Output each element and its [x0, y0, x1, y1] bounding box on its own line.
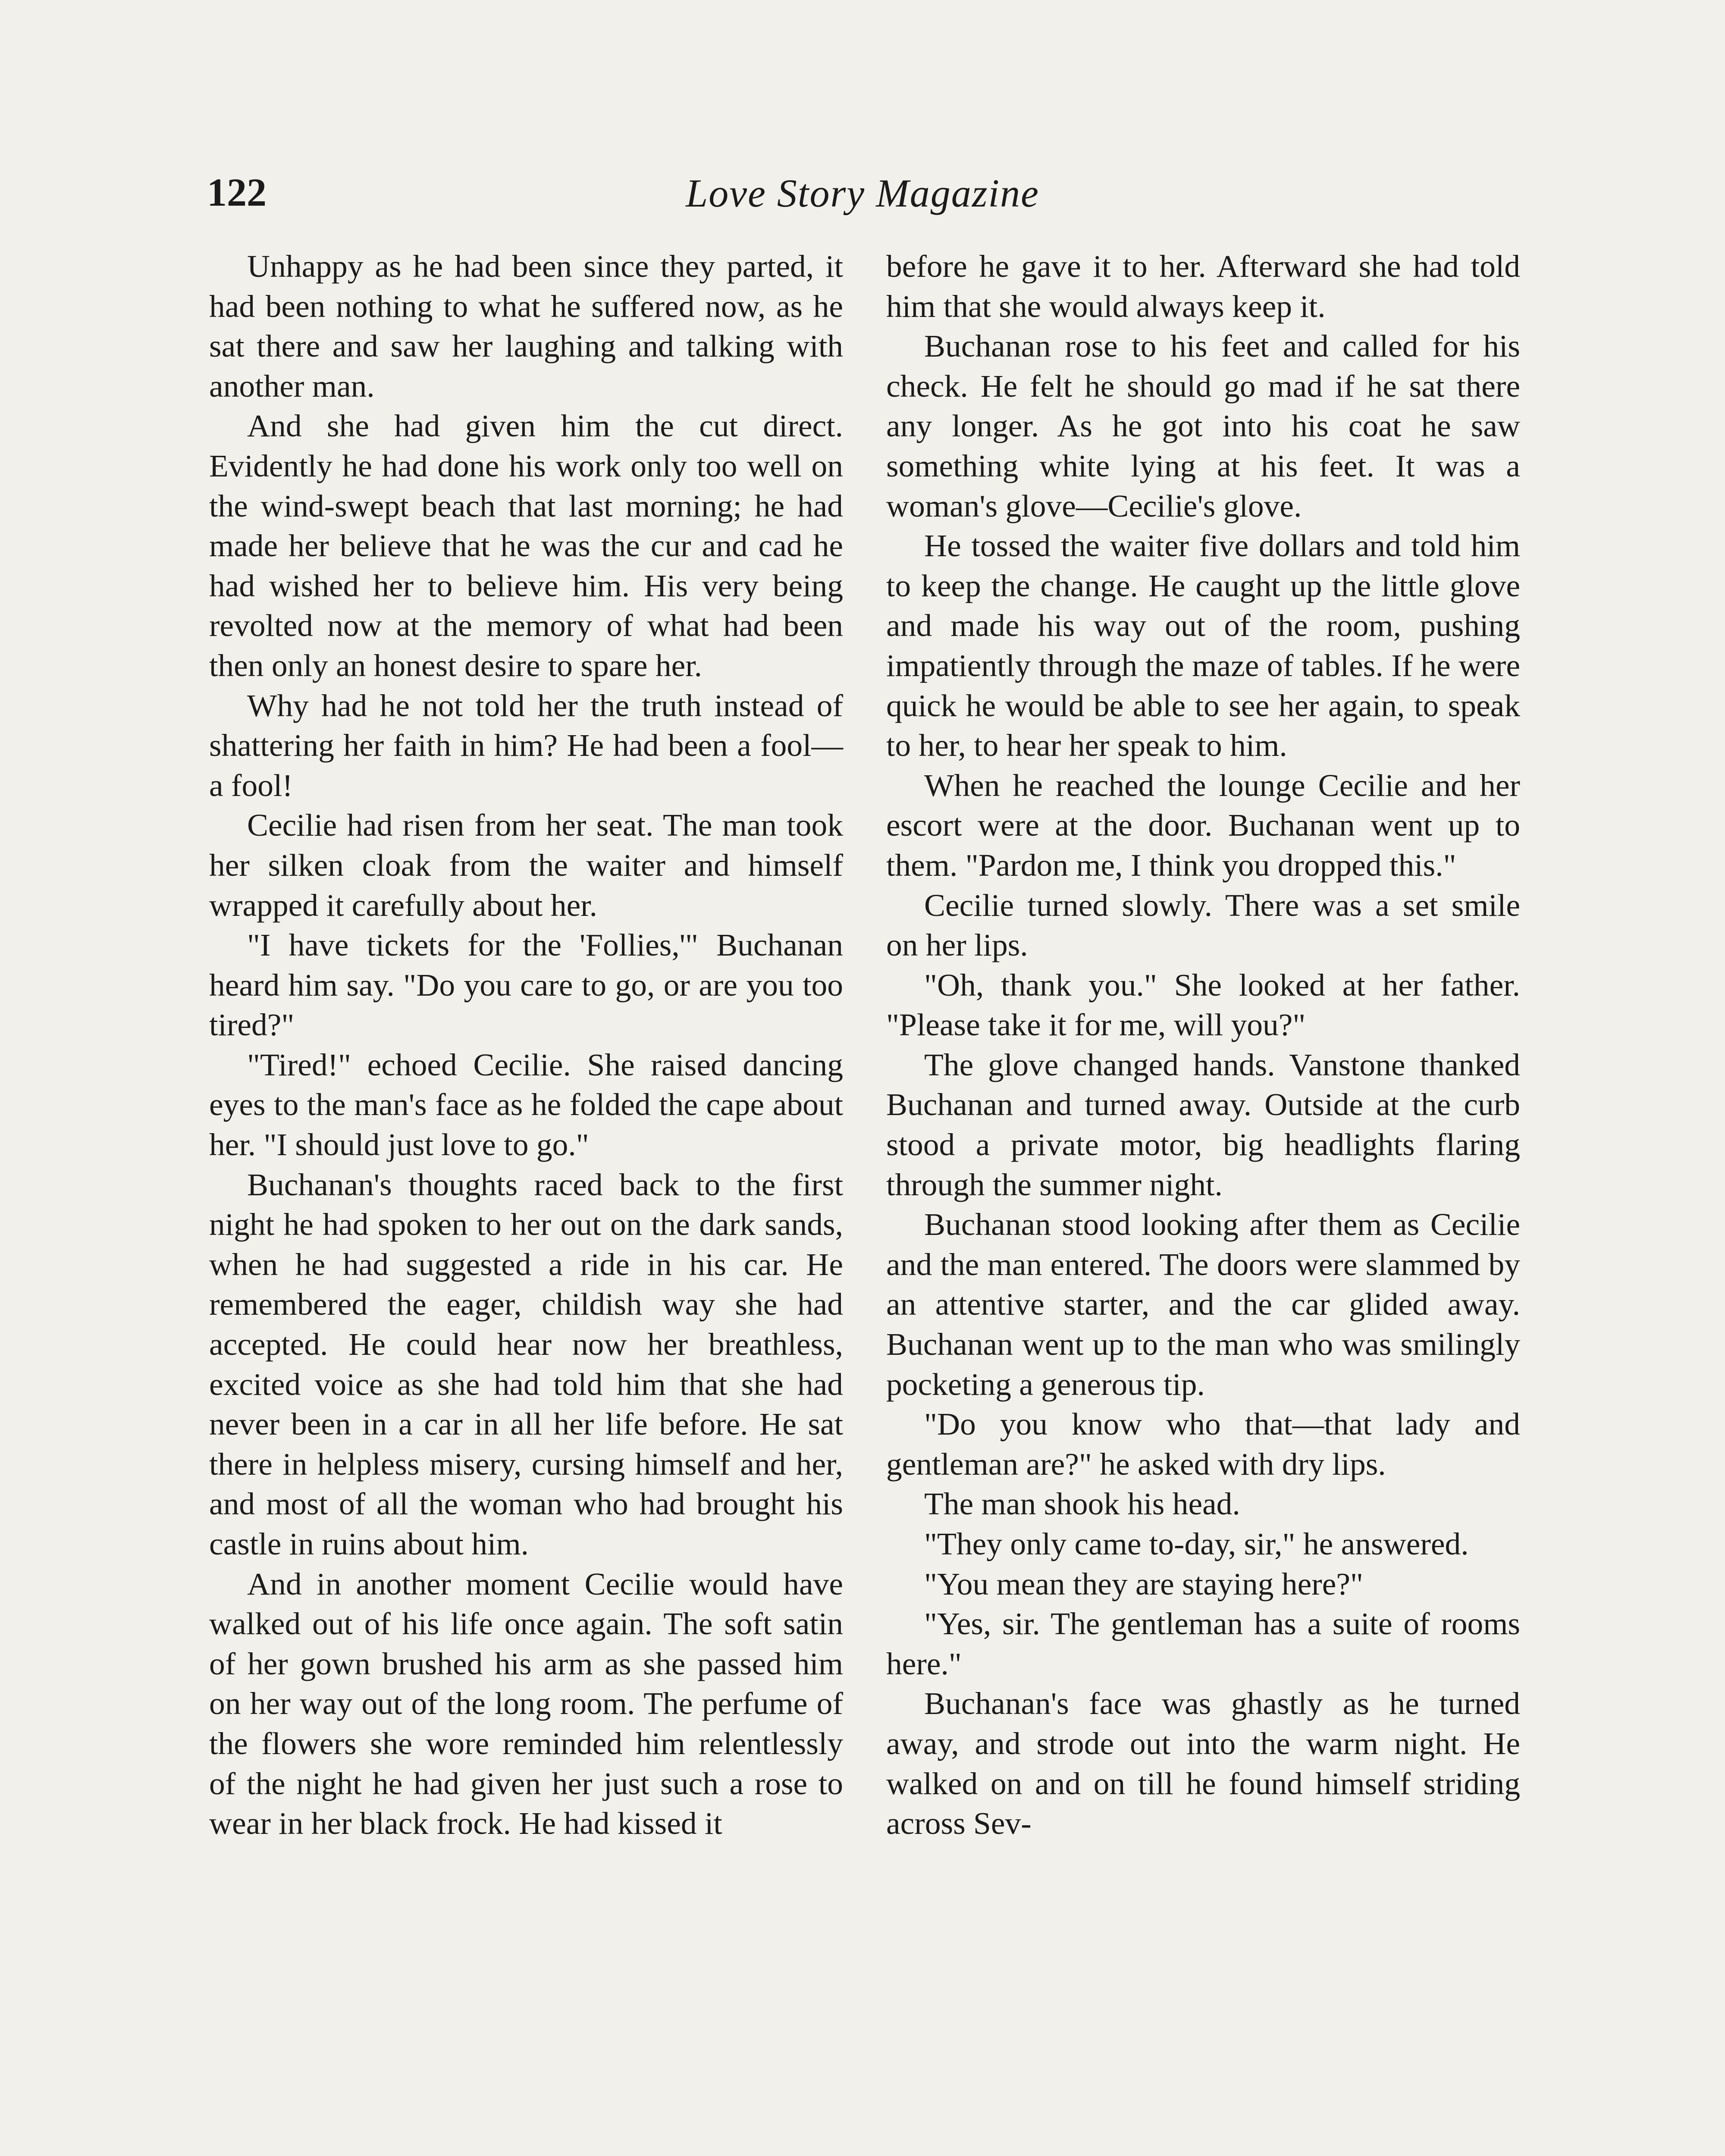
paragraph: "Tired!" echoed Cecilie. She raised dancing eyes to the man's face as he folded the cape about her. "I should just love to go." — [209, 1047, 843, 1163]
paragraph: Cecilie had risen from her seat. The man took her silken cloak from the waiter and himself wrapped it carefully about her. — [209, 808, 843, 923]
paragraph: Buchanan stood looking after them as Cecilie and the man entered. The doors were slammed by an attentive starter, and the car glided away. Buchanan went up to the man who was smilingly pocketing a generous tip. — [886, 1207, 1520, 1402]
running-head: Love Story Magazine — [686, 171, 1039, 215]
paragraph: "You mean they are staying here?" — [924, 1566, 1363, 1601]
paragraph: "I have tickets for the 'Follies,'" Buchanan heard him say. "Do you care to go, or are you too tired?" — [209, 928, 843, 1043]
paragraph: The man shook his head. — [924, 1486, 1240, 1522]
right-column — [886, 247, 1520, 1844]
paragraph: When he reached the lounge Cecilie and her escort were at the door. Buchanan went up to them. "Pardon me, I think you dropped this." — [886, 768, 1520, 883]
paragraph: And she had given him the cut direct. Evidently he had done his work only too well on the wind-swept beach that last morning; he had made her believe that he was the cur and cad he had wished her to believe him. His very being revolted now at the memory of what had been then only an honest desire to spare her. — [209, 408, 843, 683]
paragraph: "Do you know who that—that lady and gentleman are?" he asked with dry lips. — [886, 1407, 1520, 1482]
paragraph: He tossed the waiter five dollars and told him to keep the change. He caught up the little glove and made his way out of the room, pushing impatiently through the maze of tables. If he were quick he would be able to see her again, to speak to her, to hear her speak to him. — [886, 528, 1520, 763]
paragraph: "They only came to-day, sir," he answered. — [924, 1526, 1469, 1561]
paragraph: Buchanan's face was ghastly as he turned away, and strode out into the warm night. He walked on and on till he found himself striding across Sev- — [886, 1686, 1520, 1841]
page-number: 122 — [207, 170, 267, 214]
paragraph: Cecilie turned slowly. There was a set smile on her lips. — [886, 887, 1520, 963]
paragraph: "Oh, thank you." She looked at her father. "Please take it for me, will you?" — [886, 967, 1520, 1043]
continued-paragraph: before he gave it to her. Afterward she had told him that she would always keep it. — [886, 249, 1520, 324]
paragraph: The glove changed hands. Vanstone thanked Buchanan and turned away. Outside at the curb stood a private motor, big headlights flaring through the summer night. — [886, 1047, 1520, 1202]
paragraph: Buchanan's thoughts raced back to the first night he had spoken to her out on the dark sands, when he had suggested a ride in his car. He remembered the eager, childish way she had accepted. He could hear now her breathless, excited voice as she had told him that she had never been in a car in all her life before. He sat there in helpless misery, cursing himself and her, and most of all the woman who had brought his castle in ruins about him. — [209, 1167, 843, 1561]
left-column — [209, 247, 843, 1844]
paragraph: And in another moment Cecilie would have walked out of his life once again. The soft satin of her gown brushed his arm as she passed him on her way out of the long room. The perfume of the flowers she wore reminded him relentlessly of the night he had given her just such a rose to wear in her black frock. He had kissed it — [209, 1566, 843, 1841]
paragraph: Unhappy as he had been since they parted, it had been nothing to what he suffered now, as he sat there and saw her laughing and talking with another man. — [209, 249, 843, 404]
paragraph: "Yes, sir. The gentleman has a suite of rooms here." — [886, 1606, 1520, 1681]
paragraph: Buchanan rose to his feet and called for his check. He felt he should go mad if he sat there any longer. As he got into his coat he saw something white lying at his feet. It was a woman's glove—Cecilie's glove. — [886, 329, 1520, 523]
paragraph: Why had he not told her the truth instead of shattering her faith in him? He had been a fool—a fool! — [209, 688, 843, 803]
